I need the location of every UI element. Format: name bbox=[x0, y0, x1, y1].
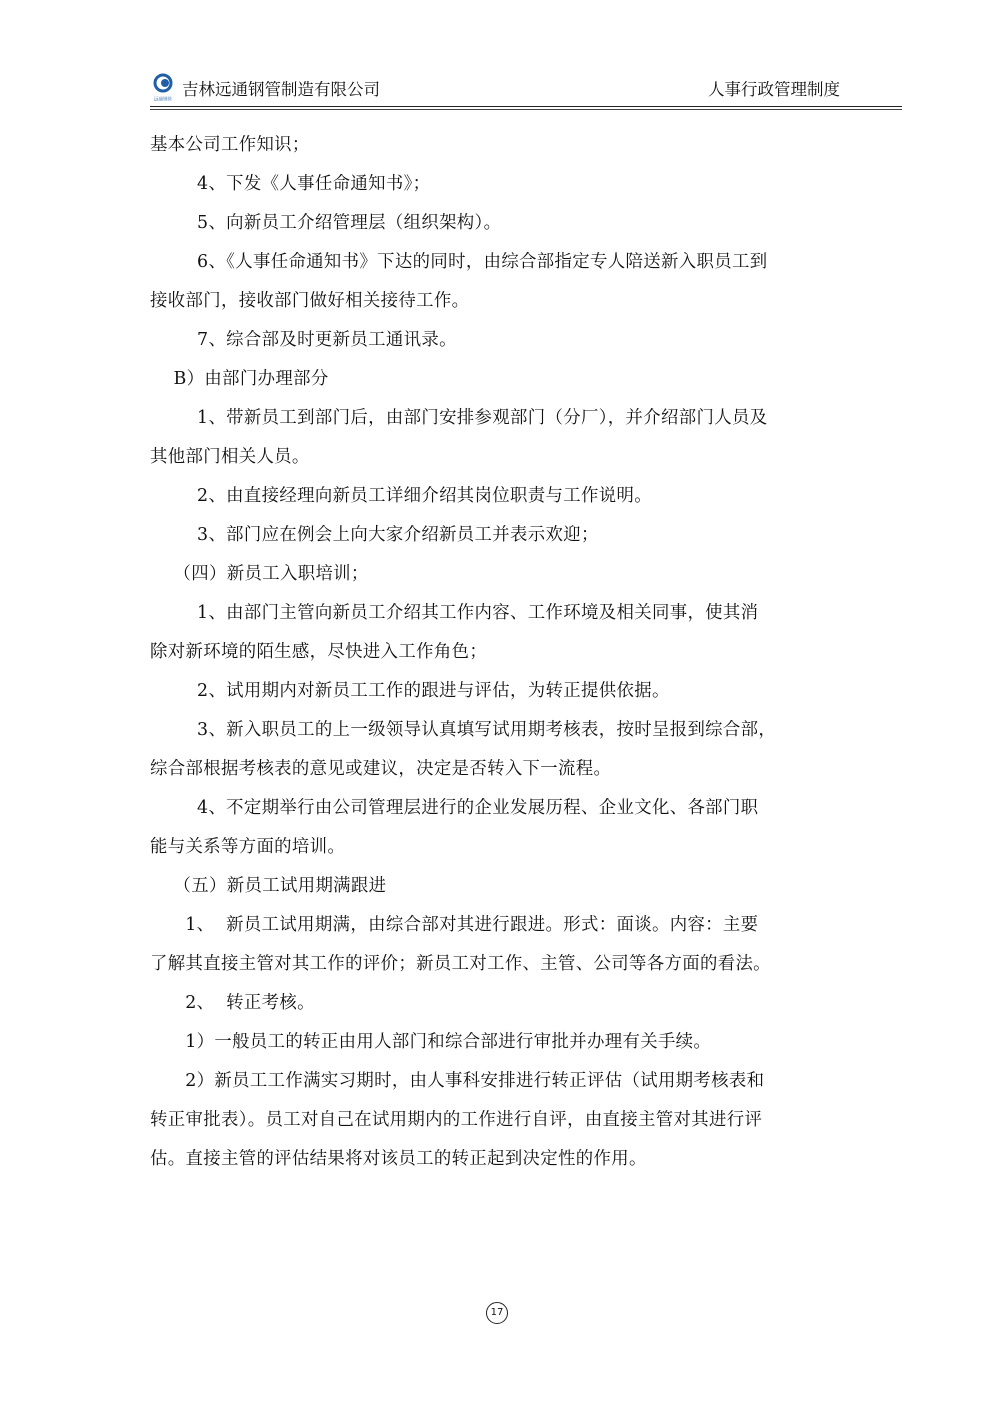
body-line: 6、《人事任命通知书》下达的同时，由综合部指定专人陪送新入职员工到 bbox=[150, 252, 768, 272]
page-header bbox=[150, 66, 902, 108]
page-number: 17 bbox=[486, 1302, 508, 1324]
body-line: 估。直接主管的评估结果将对该员工的转正起到决定性的作用。 bbox=[150, 1149, 647, 1169]
logo-text: 远通钢管 bbox=[154, 97, 172, 103]
body-line: 基本公司工作知识； bbox=[150, 135, 310, 155]
body-line: 1、由部门主管向新员工介绍其工作内容、工作环境及相关同事，使其消 bbox=[150, 603, 759, 623]
header-divider-thin bbox=[150, 109, 902, 110]
body-line: 2、由直接经理向新员工详细介绍其岗位职责与工作说明。 bbox=[150, 486, 652, 506]
document-body bbox=[150, 126, 852, 1179]
body-line: （四）新员工入职培训； bbox=[150, 564, 369, 584]
body-line: 1、 新员工试用期满，由综合部对其进行跟进。形式：面谈。内容：主要 bbox=[150, 915, 759, 935]
body-line: 接收部门，接收部门做好相关接待工作。 bbox=[150, 291, 470, 311]
body-line: 综合部根据考核表的意见或建议，决定是否转入下一流程。 bbox=[150, 759, 612, 779]
body-line: 4、下发《人事任命通知书》； bbox=[150, 174, 431, 194]
body-line: 1、带新员工到部门后，由部门安排参观部门（分厂），并介绍部门人员及 bbox=[150, 408, 768, 428]
body-line: （五）新员工试用期满跟进 bbox=[150, 876, 387, 896]
header-divider bbox=[150, 106, 902, 107]
body-line: 4、不定期举行由公司管理层进行的企业发展历程、企业文化、各部门职 bbox=[150, 798, 759, 818]
company-logo-icon bbox=[152, 73, 174, 103]
body-line: 除对新环境的陌生感，尽快进入工作角色； bbox=[150, 642, 488, 662]
body-line: 1）一般员工的转正由用人部门和综合部进行审批并办理有关手续。 bbox=[150, 1032, 712, 1052]
body-line: 了解其直接主管对其工作的评价；新员工对工作、主管、公司等各方面的看法。 bbox=[150, 954, 771, 974]
body-line: 5、向新员工介绍管理层（组织架构）。 bbox=[150, 213, 502, 233]
body-line: 2、试用期内对新员工工作的跟进与评估，为转正提供依据。 bbox=[150, 681, 670, 701]
body-line: 2）新员工工作满实习期时，由人事科安排进行转正评估（试用期考核表和 bbox=[150, 1071, 765, 1091]
company-name: 吉林远通钢管制造有限公司 bbox=[182, 80, 380, 99]
body-line: 能与关系等方面的培训。 bbox=[150, 837, 346, 857]
document-title: 人事行政管理制度 bbox=[708, 80, 840, 99]
body-line: 3、新入职员工的上一级领导认真填写试用期考核表，按时呈报到综合部， bbox=[150, 720, 777, 740]
body-line: 3、部门应在例会上向大家介绍新员工并表示欢迎； bbox=[150, 525, 599, 545]
body-line: 2、 转正考核。 bbox=[150, 993, 315, 1013]
body-line: 转正审批表）。员工对自己在试用期内的工作进行自评，由直接主管对其进行评 bbox=[150, 1110, 763, 1130]
body-line: B）由部门办理部分 bbox=[150, 369, 329, 389]
body-line: 其他部门相关人员。 bbox=[150, 447, 310, 467]
body-line: 7、综合部及时更新员工通讯录。 bbox=[150, 330, 457, 350]
